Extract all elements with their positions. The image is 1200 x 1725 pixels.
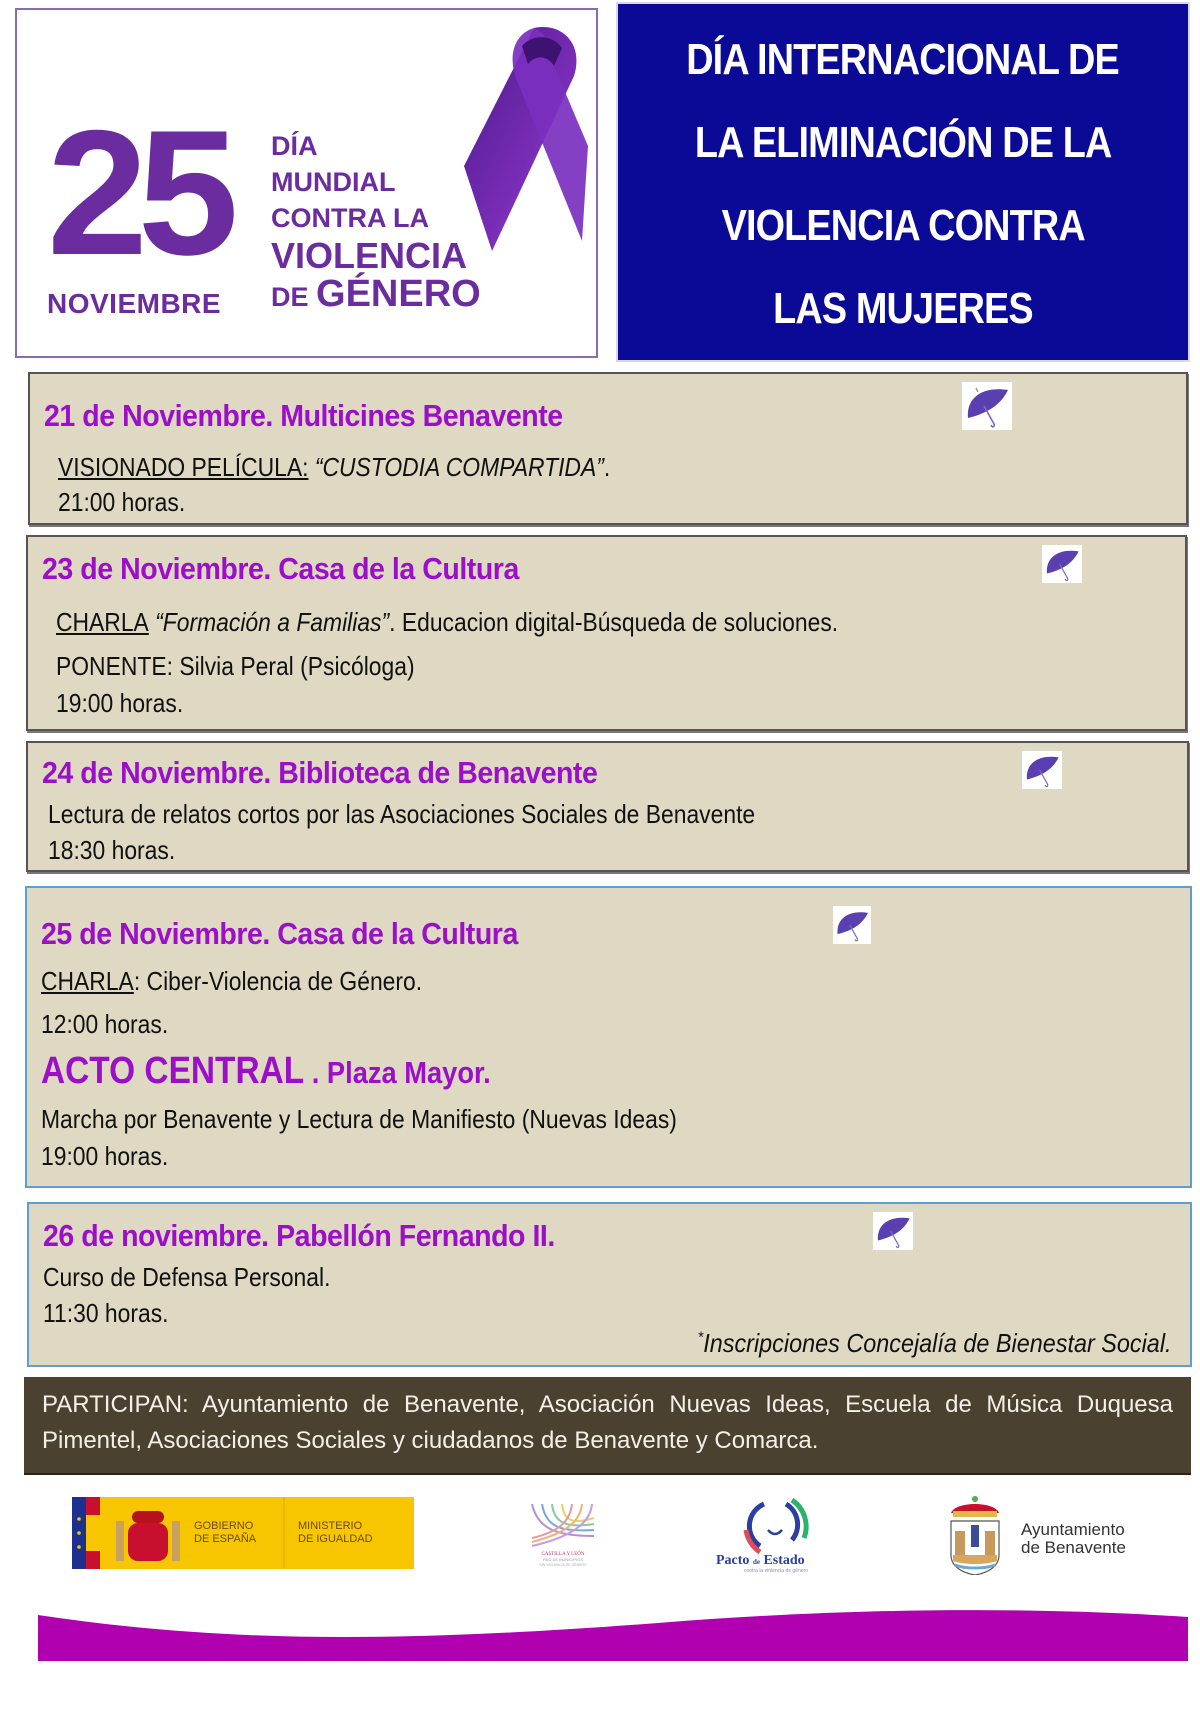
poster-title	[616, 2, 1190, 362]
campaign-logo	[15, 8, 598, 358]
svg-text:CASTILLA Y LEÓN: CASTILLA Y LEÓN	[541, 1552, 585, 1557]
event-card-26	[27, 1202, 1192, 1367]
participants-banner: PARTICIPAN: Ayuntamiento de Benavente, Asociación Nuevas Ideas, Escuela de Música Duquesa Pimentel, Asociaciones Sociales y ciudadanos de Benavente y Comarca.	[24, 1377, 1191, 1473]
note-mark: *	[698, 1329, 704, 1347]
svg-text:MINISTERIO: MINISTERIO	[298, 1520, 363, 1532]
event-title: 23 de Noviembre. Casa de la Cultura	[42, 551, 519, 586]
event-card-25	[25, 886, 1192, 1188]
pacto-de-estado-logo	[712, 1494, 842, 1574]
logo-line	[271, 273, 481, 315]
ayuntamiento-benavente-logo	[945, 1495, 1185, 1575]
event-type-label: CHARLA	[41, 966, 134, 996]
svg-text:SIN VIOLENCIA DE GÉNERO: SIN VIOLENCIA DE GÉNERO	[539, 1563, 587, 1567]
svg-text:RED DE MUNICIPIOS: RED DE MUNICIPIOS	[542, 1557, 584, 1562]
event-time: 12:00 horas.	[41, 1009, 169, 1039]
logo-line: DÍA	[271, 131, 318, 161]
event-time: 21:00 horas.	[58, 487, 186, 517]
event-card-23	[26, 535, 1187, 731]
svg-text:Pacto de Estado: Pacto de Estado	[716, 1553, 805, 1568]
logo-line: CONTRA LA	[271, 203, 429, 233]
main-act-time: 19:00 horas.	[41, 1141, 169, 1171]
main-act-label: ACTO CENTRAL	[41, 1050, 305, 1092]
svg-text:GOBIERNO: GOBIERNO	[194, 1520, 254, 1532]
event-card-21	[28, 372, 1188, 525]
logo-text	[271, 128, 481, 315]
registration-note	[698, 1328, 1172, 1359]
event-time: 18:30 horas.	[48, 835, 176, 865]
event-type-label: VISIONADO PELÍCULA:	[58, 452, 309, 482]
event-description: Lectura de relatos cortos por las Asociaciones Sociales de Benavente	[48, 799, 756, 829]
purple-wave-decoration	[38, 1605, 1188, 1661]
speaker-label: PONENTE	[56, 651, 167, 681]
event-title: 24 de Noviembre. Biblioteca de Benavente	[42, 755, 598, 790]
event-type-label: CHARLA	[56, 607, 149, 637]
logo-line: MUNDIAL	[271, 167, 396, 197]
event-time: 11:30 horas.	[43, 1298, 169, 1328]
event-description	[41, 966, 422, 997]
umbrella-icon	[1022, 751, 1062, 789]
event-description	[56, 607, 838, 638]
punctuation: .	[603, 452, 611, 482]
svg-text:DE IGUALDAD: DE IGUALDAD	[298, 1533, 373, 1545]
event-speaker	[56, 651, 415, 682]
event-title: 26 de noviembre. Pabellón Fernando II.	[43, 1218, 555, 1253]
svg-text:de Benavente: de Benavente	[1021, 1538, 1126, 1557]
logo-line-big: GÉNERO	[316, 273, 481, 315]
speaker-name: : Silvia Peral (Psicóloga)	[166, 651, 415, 681]
title-line: LAS MUJERES	[773, 283, 1033, 333]
main-act-heading	[41, 1050, 491, 1093]
svg-text:Ayuntamiento: Ayuntamiento	[1021, 1520, 1125, 1539]
event-title: 21 de Noviembre. Multicines Benavente	[44, 398, 563, 433]
logo-day-number: 25	[47, 93, 229, 292]
svg-text:DE ESPAÑA: DE ESPAÑA	[194, 1533, 257, 1545]
event-time: 19:00 horas.	[56, 688, 184, 718]
main-act-location: . Plaza Mayor.	[304, 1055, 491, 1090]
title-line: DÍA INTERNACIONAL DE	[686, 34, 1120, 84]
umbrella-icon	[833, 906, 871, 944]
talk-subtitle: . Educacion digital-Búsqueda de soluciones.	[389, 607, 839, 637]
logo-line-prefix: DE	[271, 282, 309, 312]
event-description: Curso de Defensa Personal.	[43, 1262, 331, 1292]
logo-month: NOVIEMBRE	[47, 288, 222, 319]
note-text: Inscripciones Concejalía de Bienestar Social.	[703, 1328, 1172, 1358]
title-line: VIOLENCIA CONTRA	[721, 200, 1085, 250]
svg-text:contra la violencia de género: contra la violencia de género	[744, 1568, 808, 1574]
film-title: “CUSTODIA COMPARTIDA”	[308, 452, 604, 482]
gobierno-espana-ministerio-igualdad-logo	[72, 1497, 414, 1569]
umbrella-icon	[873, 1212, 913, 1250]
umbrella-icon	[1042, 545, 1082, 583]
event-title: 25 de Noviembre. Casa de la Cultura	[41, 916, 518, 951]
umbrella-icon	[962, 382, 1012, 430]
talk-title: : Ciber-Violencia de Género.	[133, 966, 423, 996]
main-act-description: Marcha por Benavente y Lectura de Manifiesto (Nuevas Ideas)	[41, 1104, 677, 1134]
event-card-24	[26, 741, 1189, 872]
purple-ribbon-icon	[462, 26, 592, 266]
title-line: LA ELIMINACIÓN DE LA	[694, 117, 1112, 167]
event-description	[58, 452, 610, 483]
logo-line: VIOLENCIA	[271, 235, 468, 276]
castilla-leon-network-logo	[528, 1500, 598, 1570]
talk-title: “Formación a Familias”	[148, 607, 390, 637]
